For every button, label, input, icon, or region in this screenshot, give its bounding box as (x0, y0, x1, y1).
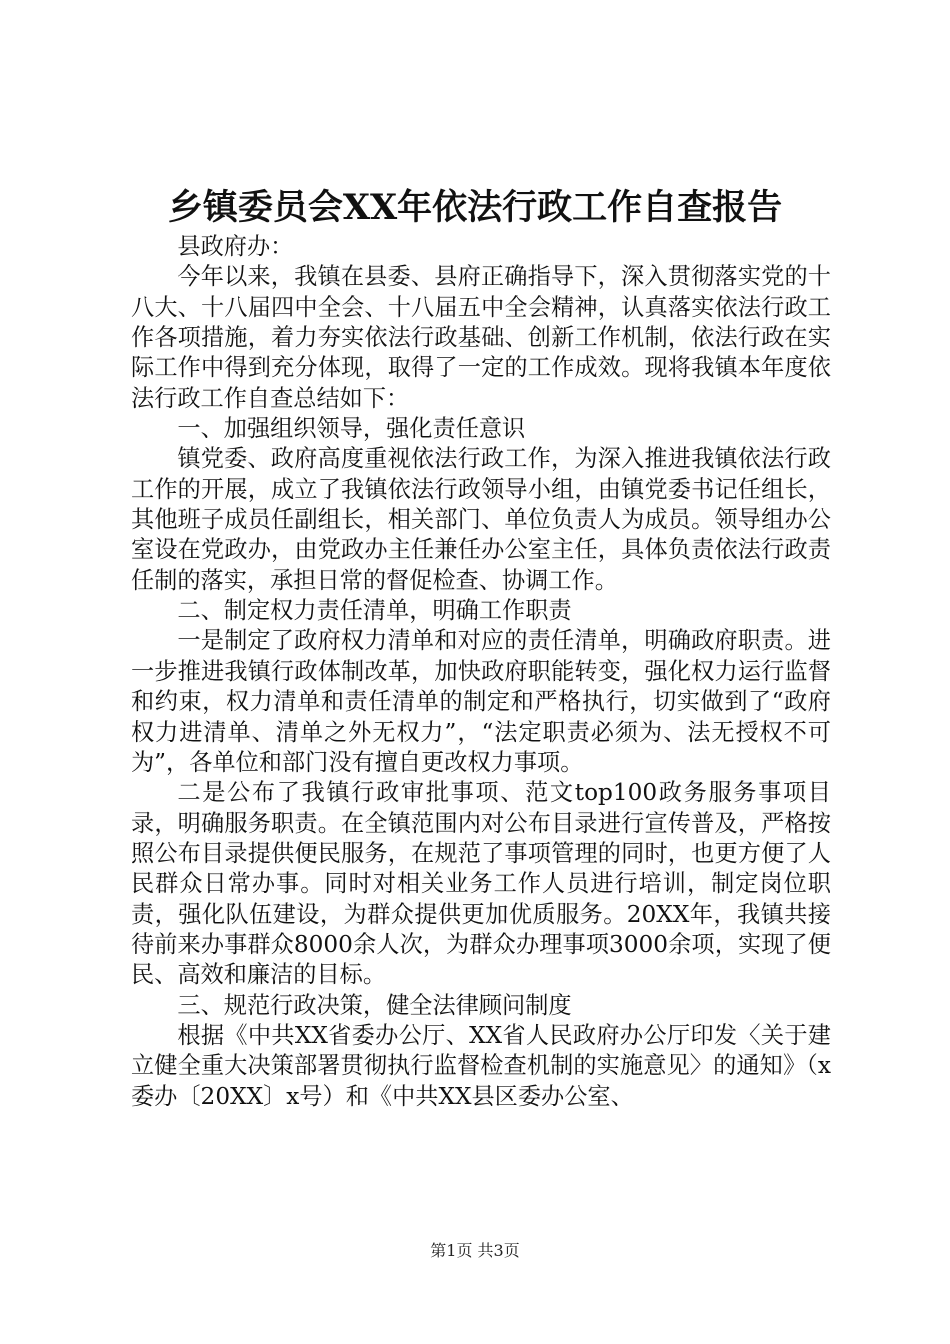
paragraph-intro: 今年以来，我镇在县委、县府正确指导下，深入贯彻落实党的十八大、十八届四中全会、十八届五中全会精神，认真落实依法行政工作各项措施，着力夯实依法行政基础、创新工作机制，依法行政在实际工作中得到充分体现，取得了一定的工作成效。现将我镇本年度依法行政工作自查总结如下： (131, 263, 831, 412)
section-heading-2: 二、制定权力责任清单，明确工作职责 (177, 597, 572, 625)
paragraph-section-3: 根据《中共XX省委办公厅、XX省人民政府办公厅印发〈关于建立健全重大决策部署贯彻执行监督检查机制的实施意见〉的通知》（x委办〔20XX〕x号）和《中共XX县区委办公室、 (131, 1021, 831, 1110)
paragraph-section-2a: 一是制定了政府权力清单和对应的责任清单，明确政府职责。进一步推进我镇行政体制改革，加快政府职能转变，强化权力运行监督和约束，权力清单和责任清单的制定和严格执行，切实做到了“政府权力进清单、清单之外无权力”，“法定职责必须为、法无授权不可为”，各单位和部门没有擅自更改权力事项。 (131, 627, 831, 776)
section-heading-1: 一、加强组织领导，强化责任意识 (177, 415, 526, 443)
paragraph-section-1: 镇党委、政府高度重视依法行政工作，为深入推进我镇依法行政工作的开展，成立了我镇依法行政领导小组，由镇党委书记任组长，其他班子成员任副组长，相关部门、单位负责人为成员。领导组办公室设在党政办，由党政办主任兼任办公室主任，具体负责依法行政责任制的落实，承担日常的督促检查、协调工作。 (131, 445, 831, 594)
paragraph-section-2b: 二是公布了我镇行政审批事项、范文top100政务服务事项目录，明确服务职责。在全镇范围内对公布目录进行宣传普及，严格按照公布目录提供便民服务，在规范了事项管理的同时，也更方便了人民群众日常办事。同时对相关业务工作人员进行培训，制定岗位职责，强化队伍建设，为群众提供更加优质服务。20XX年，我镇共接待前来办事群众8000余人次，为群众办理事项3000余项，实现了便民、高效和廉洁的目标。 (131, 779, 831, 989)
section-heading-3: 三、规范行政决策，健全法律顾问制度 (177, 991, 572, 1019)
document-body (131, 232, 831, 1112)
salutation: 县政府办： (177, 233, 294, 260)
document-title: 乡镇委员会XX年依法行政工作自查报告 (167, 187, 783, 228)
page-footer: 第1页 共3页 (430, 1241, 520, 1260)
